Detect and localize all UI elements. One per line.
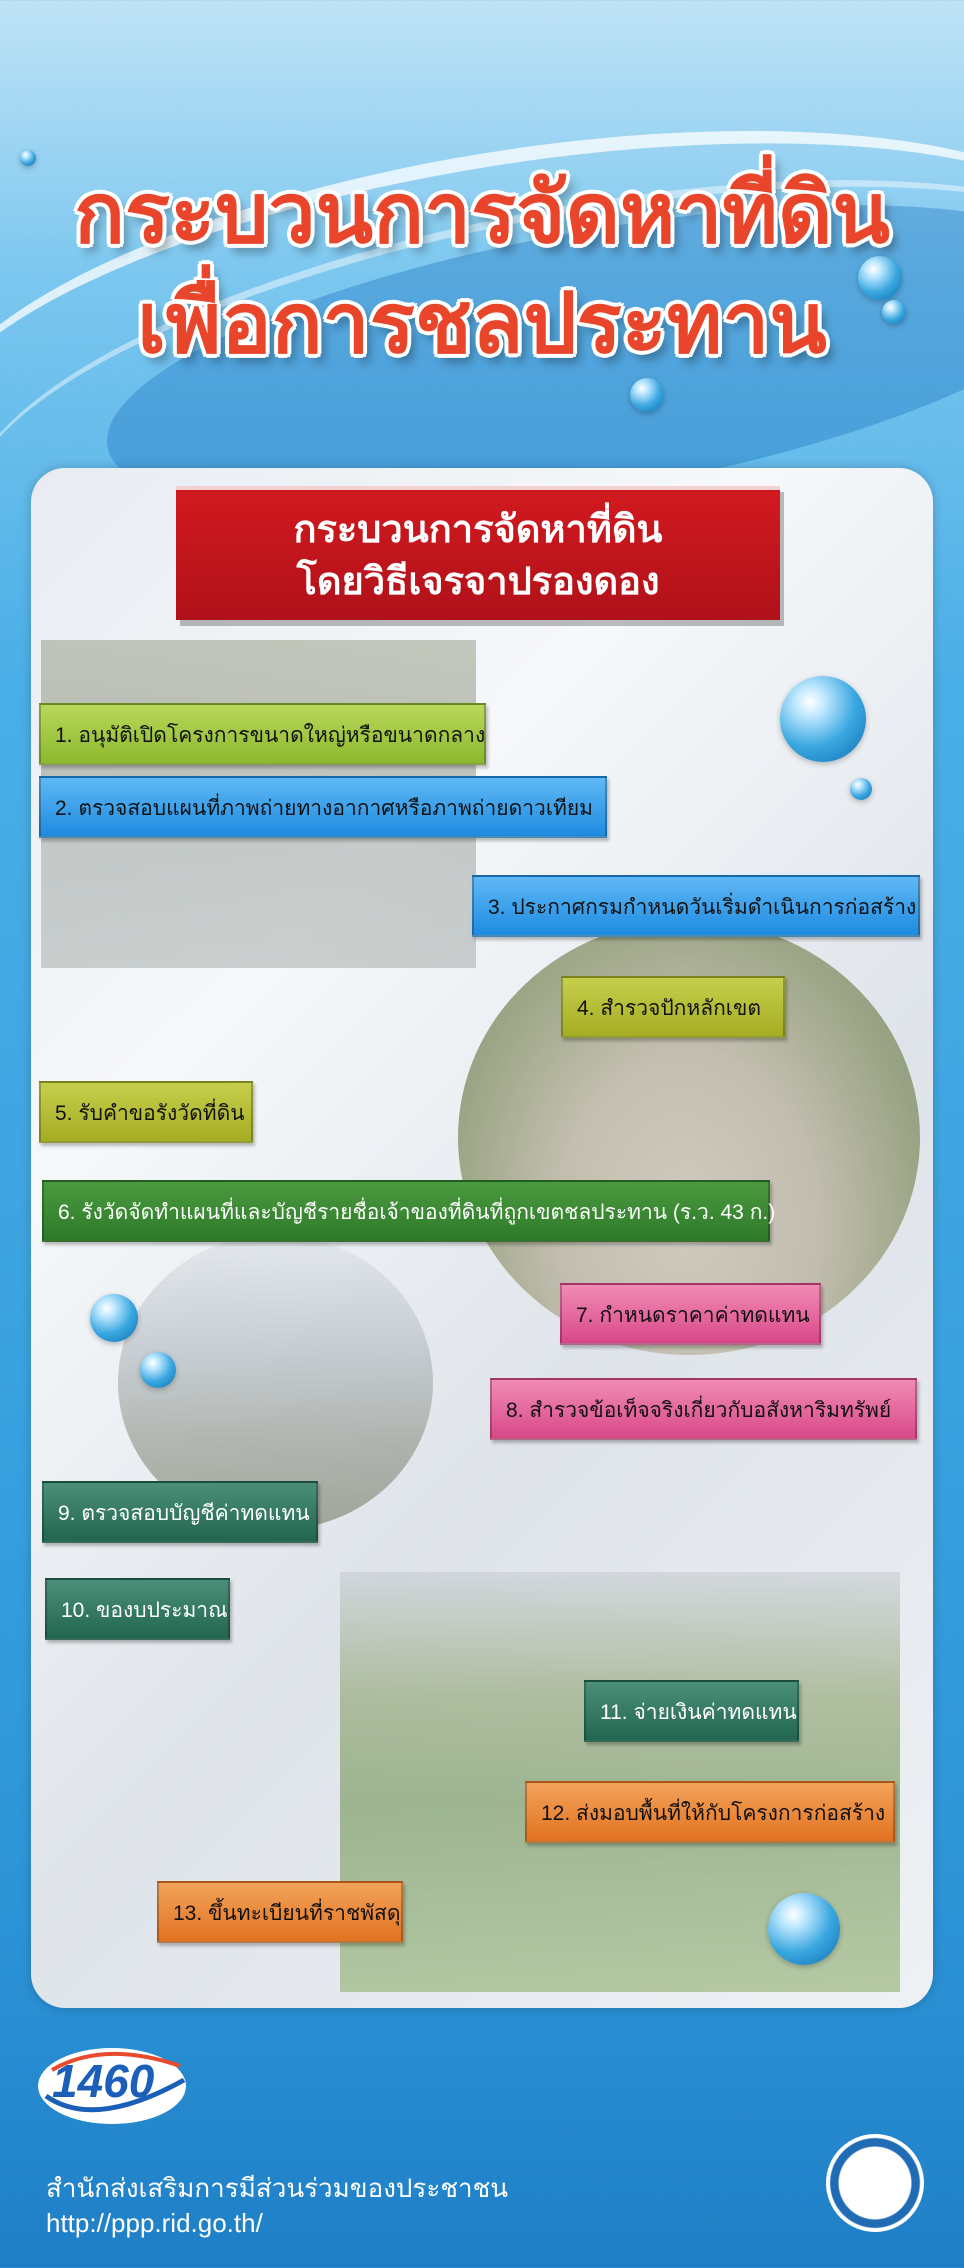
process-step-4: 4. สำรวจปักหลักเขต (561, 976, 785, 1038)
main-title-line2: เพื่อการชลประทาน (137, 276, 827, 370)
royal-irrigation-seal (826, 2134, 924, 2232)
hotline-1460-logo (34, 2040, 194, 2130)
subtitle-line1: กระบวนการจัดหาที่ดิน (293, 509, 663, 551)
water-bubble (780, 676, 866, 762)
subtitle-banner (176, 486, 780, 620)
process-step-7: 7. กำหนดราคาค่าทดแทน (560, 1283, 821, 1345)
process-step-8: 8. สำรวจข้อเท็จจริงเกี่ยวกับอสังหาริมทรัพย์ (490, 1378, 917, 1440)
process-step-2: 2. ตรวจสอบแผนที่ภาพถ่ายทางอากาศหรือภาพถ่ายดาวเทียม (39, 776, 607, 838)
process-step-13: 13. ขึ้นทะเบียนที่ราชพัสดุ (157, 1881, 403, 1943)
process-step-10: 10. ของบประมาณ (45, 1578, 230, 1640)
main-title-line1: กระบวนการจัดหาที่ดิน (74, 166, 890, 260)
hotline-number: 1460 (52, 2055, 155, 2107)
process-step-11: 11. จ่ายเงินค่าทดแทน (584, 1680, 799, 1742)
subtitle-line2: โดยวิธีเจรจาปรองดอง (296, 561, 660, 603)
process-step-1: 1. อนุมัติเปิดโครงการขนาดใหญ่หรือขนาดกลาง (39, 703, 486, 765)
water-bubble (768, 1893, 840, 1965)
water-bubble (850, 778, 872, 800)
process-step-3: 3. ประกาศกรมกำหนดวันเริ่มดำเนินการก่อสร้าง (472, 875, 920, 937)
process-step-6: 6. รังวัดจัดทำแผนที่และบัญชีรายชื่อเจ้าของที่ดินที่ถูกเขตชลประทาน (ร.ว. 43 ก.) (42, 1180, 770, 1242)
water-bubble (90, 1294, 138, 1342)
water-bubble (140, 1352, 176, 1388)
website-link[interactable]: http://ppp.rid.go.th/ (46, 2208, 263, 2238)
process-step-5: 5. รับคำขอรังวัดที่ดิน (39, 1081, 253, 1143)
process-step-12: 12. ส่งมอบพื้นที่ให้กับโครงการก่อสร้าง (525, 1781, 895, 1843)
process-step-9: 9. ตรวจสอบบัญชีค่าทดแทน (42, 1481, 318, 1543)
office-name: สำนักส่งเสริมการมีส่วนร่วมของประชาชน (46, 2173, 508, 2203)
